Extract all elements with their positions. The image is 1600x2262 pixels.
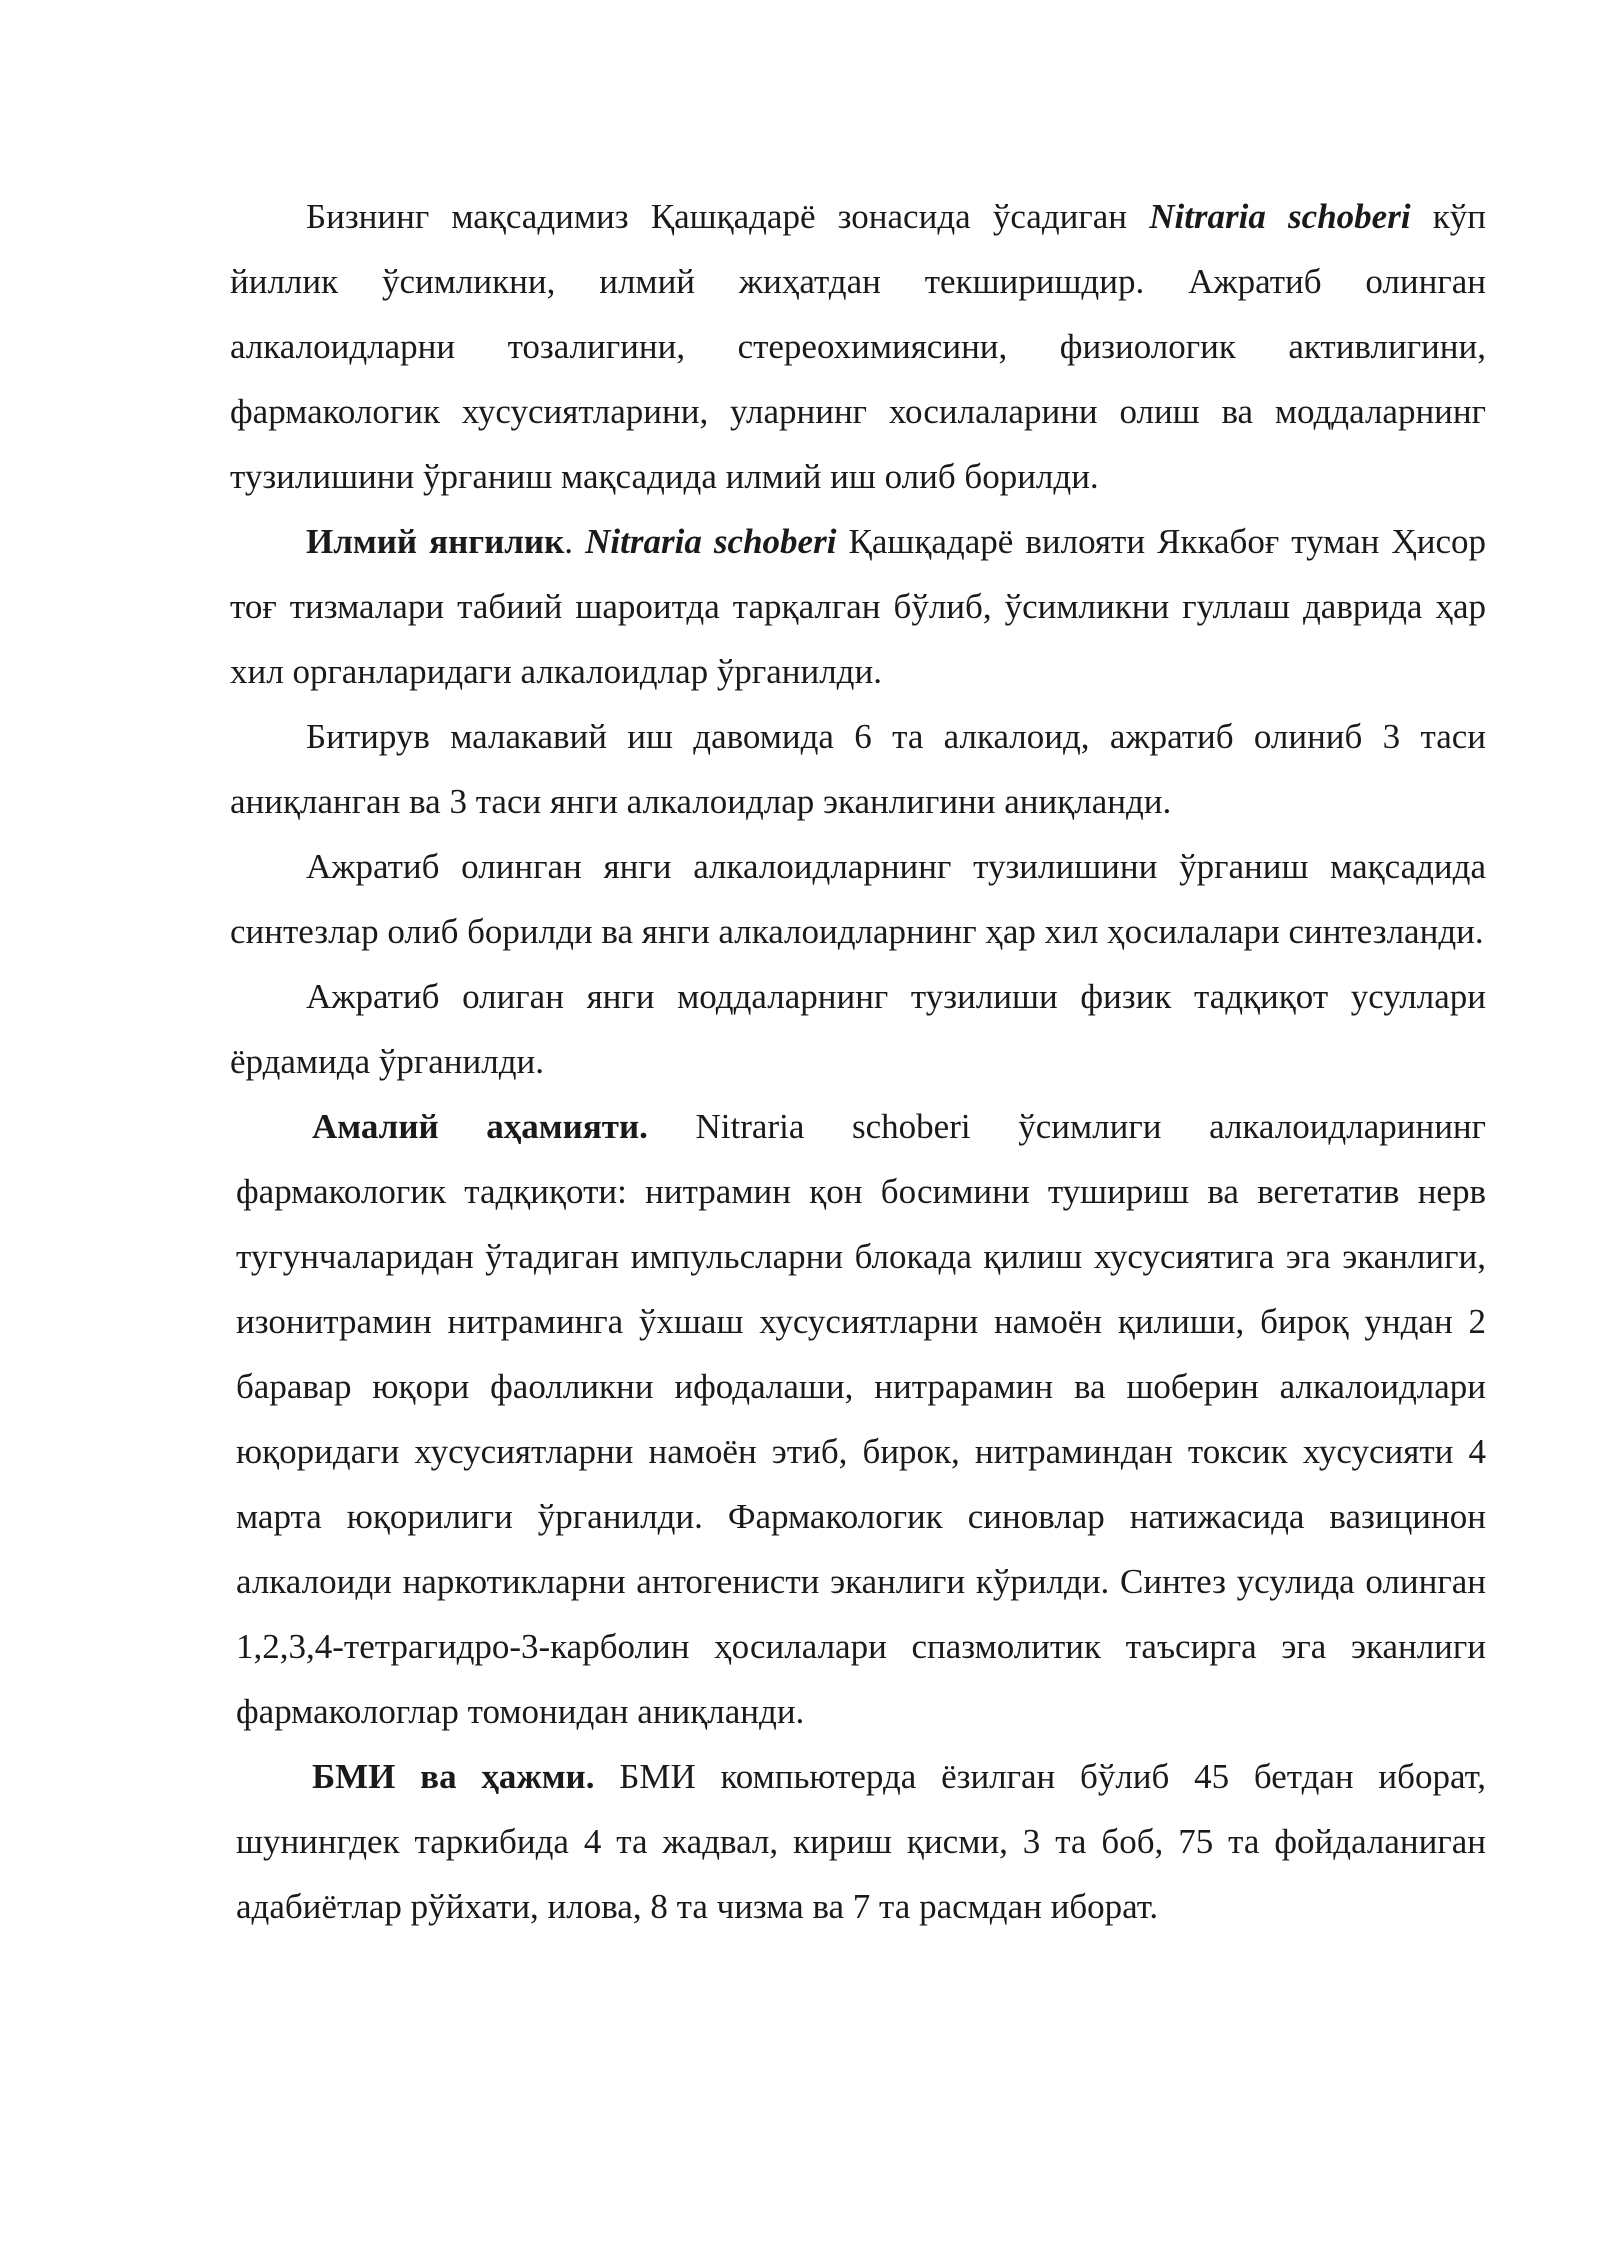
paragraph-thesis-volume-text: БМИ компьютерда ёзилган бўлиб 45 бетдан иборат, шунингдек таркибида 4 та жадвал, кириш қисми, 3 та боб, 75 та фойдаланиган адабиётлар рўйхати, илова, 8 та чизма ва 7 та расмдан иборат.: [236, 1757, 1487, 1926]
species-name: Nitraria schoberi: [585, 522, 837, 561]
heading-separator: .: [564, 522, 586, 561]
heading-scientific-novelty: Илмий янгилик: [306, 522, 565, 561]
paragraph-scientific-novelty-text: Қашқадарё вилояти Яккабоғ туман Ҳисор тоғ тизмалари табиий шароитда тарқалган бўлиб, ўсимликни гуллаш даврида ҳар хил органларидаги алкалоидлар ўрганилди.: [230, 522, 1486, 691]
paragraph-synthesis: Ажратиб олинган янги алкалоидларнинг тузилишини ўрганиш мақсадида синтезлар олиб борилди ва янги алкалоидларнинг ҳар хил ҳосилалари синтезланди.: [230, 847, 1486, 951]
paragraph-goal-text-1: Бизнинг мақсадимиз Қашқадарё зонасида ўсадиган: [306, 197, 1150, 236]
paragraph-scientific-novelty: [230, 509, 1486, 704]
heading-thesis-volume: БМИ ва ҳажми.: [312, 1757, 595, 1796]
paragraph-thesis-volume: [230, 1744, 1486, 1939]
paragraph-practical-significance-text: Nitraria schoberi ўсимлиги алкалоидларининг фармакологик тадқиқоти: нитрамин қон босимини тушириш ва вегетатив нерв тугунчаларидан ўтадиган импульсларни блокада қилиш хусусиятига эга эканлиги, изонитрамин нитраминга ўхшаш хусусиятларни намоён қилиши, бироқ ундан 2 баравар юқори фаолликни ифодалаши, нитрарамин ва шоберин алкалоидлари юқоридаги хусусиятларни намоён этиб, бирок, нитраминдан токсик хусусияти 4 марта юқорилиги ўрганилди. Фармакологик синовлар натижасида вазицинон алкалоиди наркотикларни антогенисти эканлиги кўрилди. Синтез усулида олинган 1,2,3,4-тетрагидро-3-карболин ҳосилалари спазмолитик таъсирга эга эканлиги фармакологлар томонидан аниқланди.: [236, 1107, 1487, 1731]
paragraph-goal-text-2: кўп йиллик ўсимликни, илмий жиҳатдан текширишдир. Ажратиб олинган алкалоидларни тозалигини, стереохимиясини, физиологик активлигини, фармакологик хусусиятларини, уларнинг хосилаларини олиш ва моддаларнинг тузилишини ўрганиш мақсадида илмий иш олиб борилди.: [230, 197, 1486, 496]
paragraph-practical-significance: [230, 1094, 1486, 1744]
species-name: Nitraria schoberi: [1149, 197, 1411, 236]
paragraph-structure-study: Ажратиб олиган янги моддаларнинг тузилиши физик тадқиқот усуллари ёрдамида ўрганилди.: [230, 977, 1486, 1081]
paragraph-goal: [230, 184, 1486, 509]
paragraph-alkaloids-isolated: Битирув малакавий иш давомида 6 та алкалоид, ажратиб олиниб 3 таси аниқланган ва 3 таси янги алкалоидлар эканлигини аниқланди.: [230, 717, 1486, 821]
document-body: [230, 184, 1486, 1939]
heading-practical-significance: Амалий аҳамияти.: [312, 1107, 648, 1146]
